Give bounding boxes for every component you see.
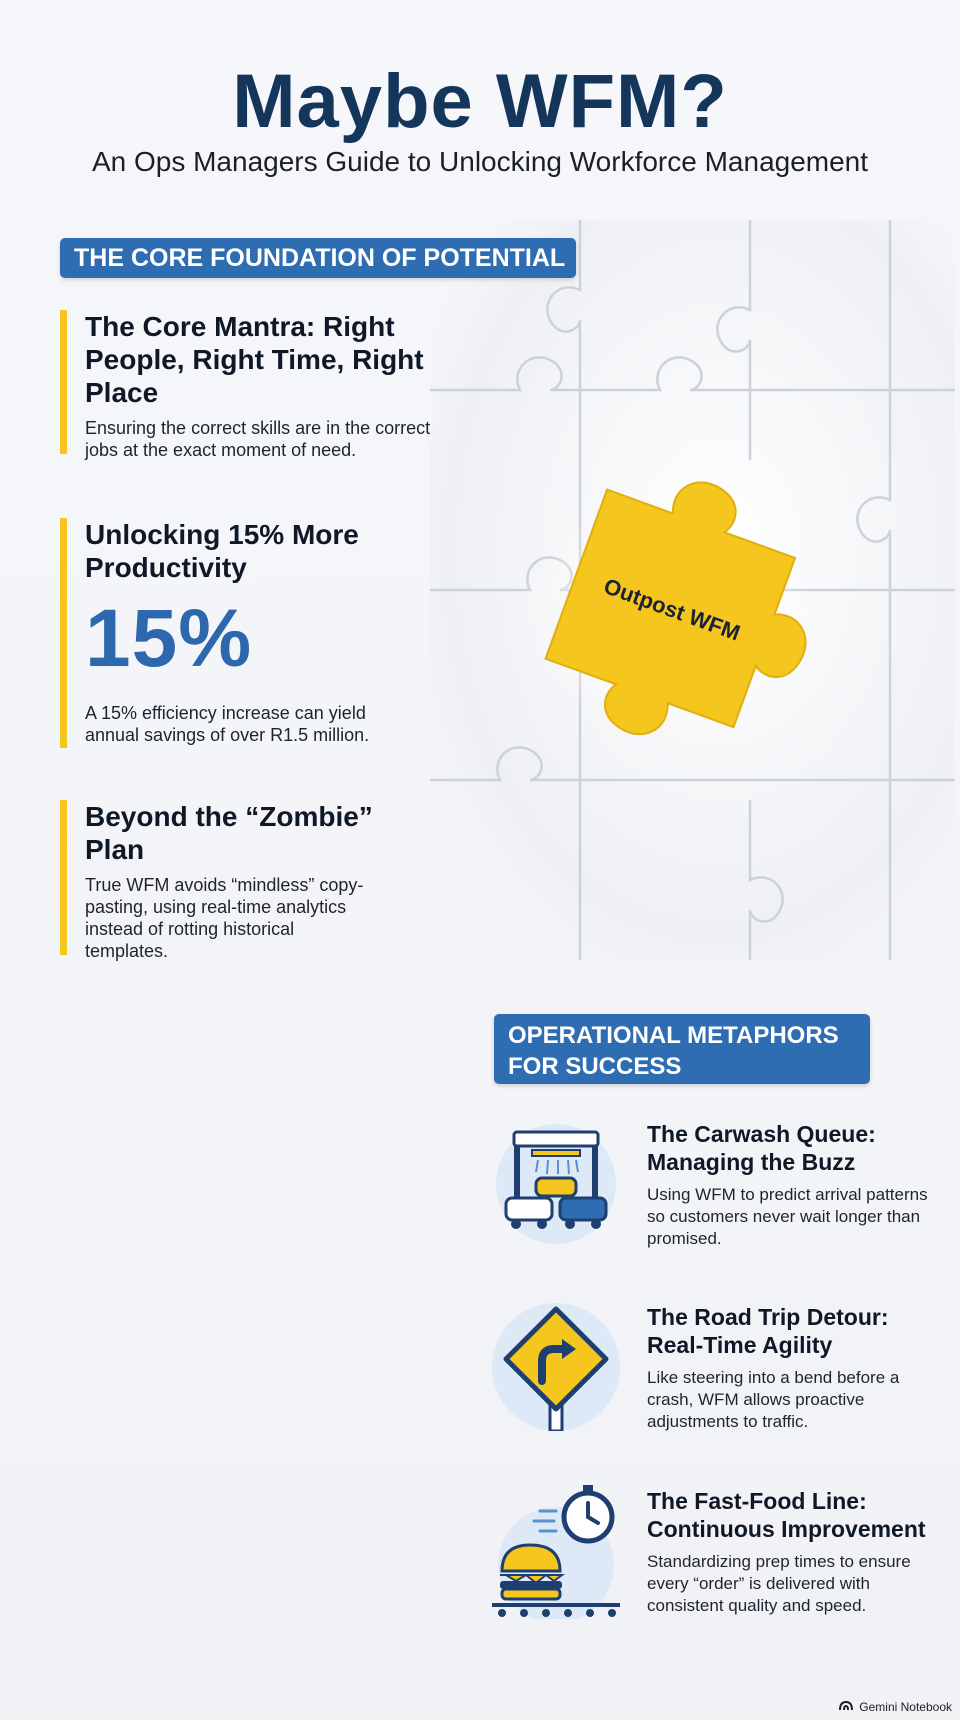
metaphor-carwash (492, 1120, 932, 1270)
metaphors-section-label: OPERATIONAL METAPHORS FOR SUCCESS (494, 1014, 870, 1084)
card-title: Unlocking 15% More Productivity (85, 519, 359, 583)
burger-timer-icon (492, 1479, 620, 1619)
metaphor-text: Standardizing prep times to ensure every “order” is delivered with consistent quality and speed. (647, 1552, 911, 1615)
card-title: Beyond the “Zombie” Plan (85, 801, 373, 865)
detour-sign-icon (492, 1303, 620, 1431)
page-subtitle: An Ops Managers Guide to Unlocking Workforce Management (91, 146, 869, 177)
card-title: The Core Mantra: Right People, Right Time, Right Place (85, 311, 424, 408)
footer-credit (839, 1700, 952, 1714)
zombie-plan-card (60, 800, 380, 961)
metaphor-title: The Fast-Food Line: Continuous Improvement (647, 1488, 926, 1542)
metaphor-text: Using WFM to predict arrival patterns so customers never wait longer than promised. (647, 1185, 928, 1248)
foundation-section-label: THE CORE FOUNDATION OF POTENTIAL (60, 238, 576, 278)
footer-text: Gemini Notebook (859, 1700, 952, 1714)
metaphor-road-trip (492, 1303, 932, 1453)
page-title: Maybe WFM? (232, 59, 728, 144)
metaphor-fast-food (492, 1487, 932, 1637)
carwash-icon (492, 1120, 620, 1248)
puzzle-piece-label: Outpost WFM (600, 573, 744, 646)
puzzle-illustration (410, 200, 960, 980)
productivity-card (60, 518, 390, 748)
card-text: A 15% efficiency increase can yield annual savings of over R1.5 million. (85, 703, 370, 745)
core-mantra-card (60, 310, 460, 460)
card-text: Ensuring the correct skills are in the correct jobs at the exact moment of need. (85, 418, 431, 460)
gemini-notebook-icon (839, 1700, 853, 1714)
metaphor-title: The Road Trip Detour: Real-Time Agility (647, 1304, 889, 1358)
metaphor-title: The Carwash Queue: Managing the Buzz (647, 1121, 876, 1175)
card-text: True WFM avoids “mindless” copy-pasting, using real-time analytics instead of rotting historical templates. (85, 875, 364, 961)
productivity-stat: 15% (85, 593, 253, 684)
metaphor-text: Like steering into a bend before a crash, WFM allows proactive adjustments to traffic. (647, 1368, 900, 1431)
